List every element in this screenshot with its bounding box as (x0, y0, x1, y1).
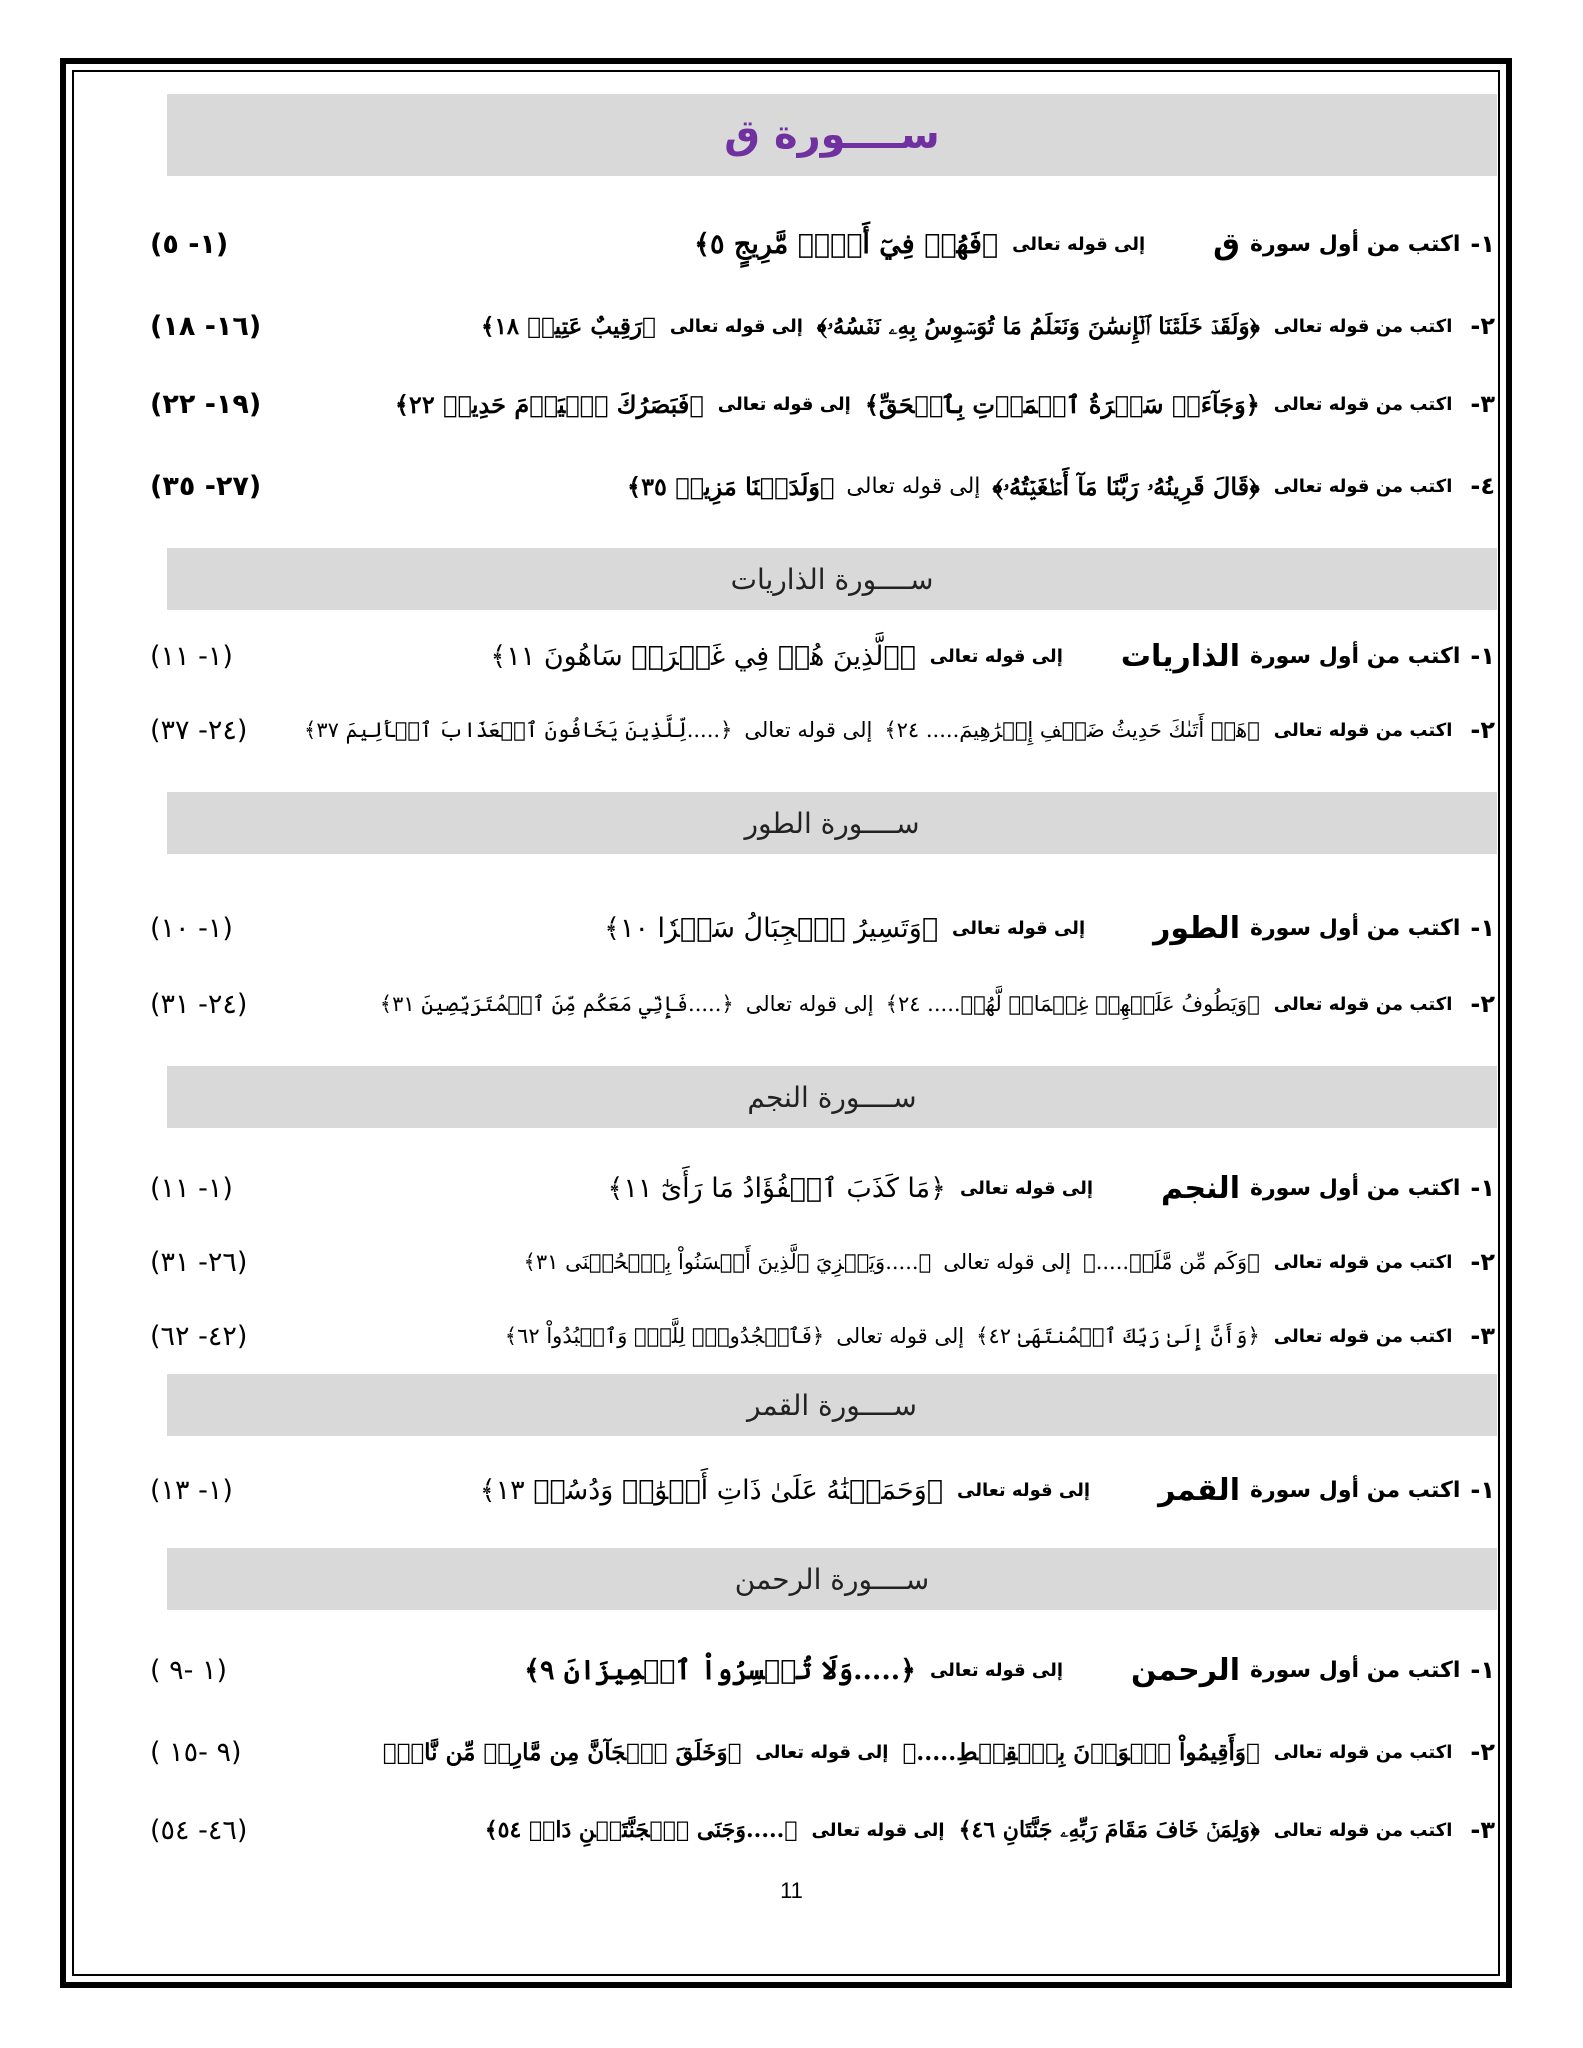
exercise-row (150, 214, 1495, 274)
row-number: ٢- (1470, 1248, 1495, 1276)
exercise-row (150, 1232, 1495, 1292)
instruction: اكتب من قوله تعالى (1273, 719, 1453, 741)
until-label: إلى قوله تعالى (959, 1177, 1094, 1199)
instruction: اكتب من أول سورة (1249, 1175, 1461, 1201)
instruction: اكتب من قوله تعالى (1273, 993, 1453, 1015)
until-label: إلى قوله تعالى (943, 1250, 1072, 1274)
verse-range: (٢٤- ٣٧) (150, 714, 248, 746)
until-label: إلى قوله تعالى (745, 992, 874, 1016)
section-title: ســــورة الرحمن (734, 1562, 930, 1596)
until-label: إلى قوله تعالى (952, 917, 1086, 939)
row-number: ٢- (1470, 312, 1495, 340)
row-number: ٣- (1470, 1816, 1495, 1844)
exercise-row (150, 374, 1495, 434)
section-title: ســــورة القمر (747, 1388, 917, 1422)
row-number: ٤- (1470, 472, 1495, 500)
row-number: ١- (1470, 1174, 1495, 1202)
instruction: اكتب من أول سورة (1249, 915, 1461, 941)
surah-name: النجم (1161, 1170, 1240, 1206)
instruction: اكتب من قوله تعالى (1273, 1819, 1453, 1841)
verse-range: (٢٧- ٣٥) (150, 470, 262, 502)
verse-start: ﴿هَلۡ أَتَىٰكَ حَدِيثُ ضَيۡفِ إِبۡرَٰهِيمَ..... ٢٤﴾ (884, 718, 1260, 742)
verse-range: (١- ١١) (150, 1172, 233, 1204)
row-number: ٢- (1470, 990, 1495, 1018)
section-title: ســــورة ق (724, 112, 940, 158)
exercise-row (150, 974, 1495, 1034)
until-label: إلى قوله تعالى (1012, 233, 1146, 255)
exercise-row (150, 1158, 1495, 1218)
verse-end: ﴿فَبَصَرُكَ ٱلۡيَوۡمَ حَدِيدٞ ٢٢﴾ (394, 389, 704, 419)
row-number: ٢- (1470, 1738, 1495, 1766)
verse-end: ﴿.....فَإِنِّي مَعَكُم مِّنَ ٱلۡمُتَرَبِّصِينَ ٣١﴾ (379, 992, 734, 1016)
until-label: إلى قوله تعالى (744, 718, 873, 742)
row-number: ١- (1470, 642, 1495, 670)
verse-start: ﴿وَيَطُوفُ عَلَيۡهِمۡ غِلۡمَانٞ لَّهُمۡ..... ٢٤﴾ (885, 992, 1260, 1016)
exercise-row (150, 700, 1495, 760)
surah-name: القمر (1158, 1472, 1240, 1508)
verse-end: ﴿مَا كَذَبَ ٱلۡفُؤَادُ مَا رَأَىٰٓ ١١﴾ (607, 1172, 946, 1204)
instruction: اكتب من أول سورة (1249, 231, 1461, 257)
until-label: إلى قوله تعالى (846, 473, 981, 499)
verse-start: ﴿وَلَقَدۡ خَلَقۡنَا ٱلۡإِنسَٰنَ وَنَعۡلَمُ مَا تُوَسۡوِسُ بِهِۦ نَفۡسُهُۥ﴾ (816, 312, 1260, 340)
verse-range: (٩ -١٥ ) (150, 1736, 242, 1768)
verse-start: ﴿وَأَنَّ إِلَىٰ رَبِّكَ ٱلۡمُنتَهَىٰ ٤٢﴾ (976, 1324, 1260, 1348)
verse-end: ﴿رَقِيبٌ عَتِيدٞ ١٨﴾ (480, 312, 656, 340)
row-number: ١- (1470, 1656, 1495, 1684)
page-number: 11 (780, 1878, 803, 1903)
row-number: ١- (1470, 914, 1495, 942)
verse-range: (١- ١٠) (150, 912, 233, 944)
instruction: اكتب من قوله تعالى (1273, 475, 1453, 497)
row-number: ٣- (1470, 1322, 1495, 1350)
instruction: اكتب من أول سورة (1249, 643, 1461, 669)
verse-range: (٤٦- ٥٤) (150, 1814, 248, 1846)
section-header-al-qamar (167, 1374, 1497, 1436)
verse-end: ﴿فَهُمۡ فِيٓ أَمۡرٖ مَّرِيجٍ ٥﴾ (694, 228, 999, 260)
instruction: اكتب من قوله تعالى (1273, 1325, 1453, 1347)
verse-end: ﴿وَتَسِيرُ ٱلۡجِبَالُ سَيۡرٗا ١٠﴾ (604, 912, 939, 944)
verse-end: ﴿ٱلَّذِينَ هُمۡ فِي غَمۡرَةٖ سَاهُونَ ١١﴾ (490, 640, 916, 672)
verse-range: (١٩- ٢٢) (150, 388, 262, 420)
verse-start: ﴿وَأَقِيمُواْ ٱلۡوَزۡنَ بِٱلۡقِسۡطِ.....﴾ (902, 1738, 1260, 1766)
section-header-at-tur (167, 792, 1497, 854)
verse-range: (١٦- ١٨) (150, 310, 262, 342)
instruction: اكتب من قوله تعالى (1273, 393, 1453, 415)
verse-range: (١ -٩ ) (150, 1654, 228, 1686)
verse-range: (١- ٥) (150, 228, 229, 260)
instruction: اكتب من أول سورة (1249, 1657, 1461, 1683)
verse-range: (٢٤- ٣١) (150, 988, 248, 1020)
verse-end: ﴿فَٱسۡجُدُواْۤ لِلَّهِۤ وَٱعۡبُدُواْ ٦٢﴾ (504, 1324, 825, 1348)
verse-end: ﴿.....وَلَا تُخۡسِرُواْ ٱلۡمِيزَانَ ٩﴾ (524, 1654, 916, 1686)
until-label: إلى قوله تعالى (755, 1741, 889, 1763)
surah-name: الرحمن (1131, 1652, 1240, 1688)
exercise-row (150, 456, 1495, 516)
surah-name: ق (1213, 226, 1240, 262)
verse-range: (٤٢- ٦٢) (150, 1320, 248, 1352)
section-header-an-najm (167, 1066, 1497, 1128)
verse-end: ﴿.....لِّلَّذِينَ يَخَافُونَ ٱلۡعَذَابَ ٱلۡأَلِيمَ ٣٧﴾ (304, 718, 733, 742)
exercise-row (150, 626, 1495, 686)
section-title: ســــورة النجم (747, 1080, 917, 1114)
verse-start: ﴿وَلِمَنۡ خَافَ مَقَامَ رَبِّهِۦ جَنَّتَانِ ٤٦﴾ (958, 1817, 1260, 1843)
exercise-row (150, 1722, 1495, 1782)
verse-range: (٢٦- ٣١) (150, 1246, 248, 1278)
verse-start: ﴿قَالَ قَرِينُهُۥ رَبَّنَا مَآ أَطۡغَيۡتُهُۥ﴾ (992, 471, 1260, 501)
surah-name: الطور (1153, 910, 1240, 946)
exercise-row (150, 1460, 1495, 1520)
section-title: ســــورة الطور (744, 806, 920, 840)
verse-start: ﴿وَكَم مِّن مَّلَكٖ.....﴾ (1083, 1250, 1260, 1274)
exercise-row (150, 1306, 1495, 1366)
exercise-row (150, 296, 1495, 356)
verse-range: (١- ١٣) (150, 1474, 233, 1506)
verse-range: (١- ١١) (150, 640, 233, 672)
exercise-row (150, 898, 1495, 958)
until-label: إلى قوله تعالى (836, 1324, 965, 1348)
until-label: إلى قوله تعالى (669, 315, 803, 337)
instruction: اكتب من قوله تعالى (1273, 315, 1453, 337)
exercise-row (150, 1640, 1495, 1700)
surah-name: الذاريات (1120, 638, 1240, 674)
row-number: ٢- (1470, 716, 1495, 744)
section-header-adh-dhariyat (167, 548, 1497, 610)
row-number: ١- (1470, 230, 1495, 258)
verse-end: ﴿وَخَلَقَ ٱلۡجَآنَّ مِن مَّارِجٖ مِّن نَّارٖ﴾ (382, 1738, 742, 1766)
until-label: إلى قوله تعالى (811, 1819, 945, 1841)
verse-end: ﴿وَحَمَلۡنَٰهُ عَلَىٰ ذَاتِ أَلۡوَٰحٖ وَدُسُرٖ ١٣﴾ (479, 1474, 943, 1506)
row-number: ٣- (1470, 390, 1495, 418)
verse-end: ﴿.....وَيَجۡزِيَ ٱلَّذِينَ أَحۡسَنُواْ بِٱلۡحُسۡنَى ٣١﴾ (523, 1250, 932, 1274)
section-header-qaf (167, 94, 1497, 176)
verse-end: ﴿وَلَدَيۡنَا مَزِيدٞ ٣٥﴾ (627, 471, 835, 501)
until-label: إلى قوله تعالى (717, 393, 851, 415)
until-label: إلى قوله تعالى (929, 645, 1063, 667)
until-label: إلى قوله تعالى (929, 1659, 1064, 1681)
section-header-ar-rahman (167, 1548, 1497, 1610)
instruction: اكتب من أول سورة (1249, 1477, 1461, 1503)
exercise-row (150, 1800, 1495, 1860)
instruction: اكتب من قوله تعالى (1273, 1741, 1453, 1763)
section-title: ســــورة الذاريات (730, 562, 934, 596)
row-number: ١- (1470, 1476, 1495, 1504)
verse-end: ﴿.....وَجَنَى ٱلۡجَنَّتَيۡنِ دَانٖ ٥٤﴾ (484, 1817, 798, 1843)
until-label: إلى قوله تعالى (956, 1479, 1091, 1501)
verse-start: ﴿وَجَآءَتۡ سَكۡرَةُ ٱلۡمَوۡتِ بِٱلۡحَقِّ﴾ (864, 389, 1260, 419)
instruction: اكتب من قوله تعالى (1273, 1251, 1453, 1273)
